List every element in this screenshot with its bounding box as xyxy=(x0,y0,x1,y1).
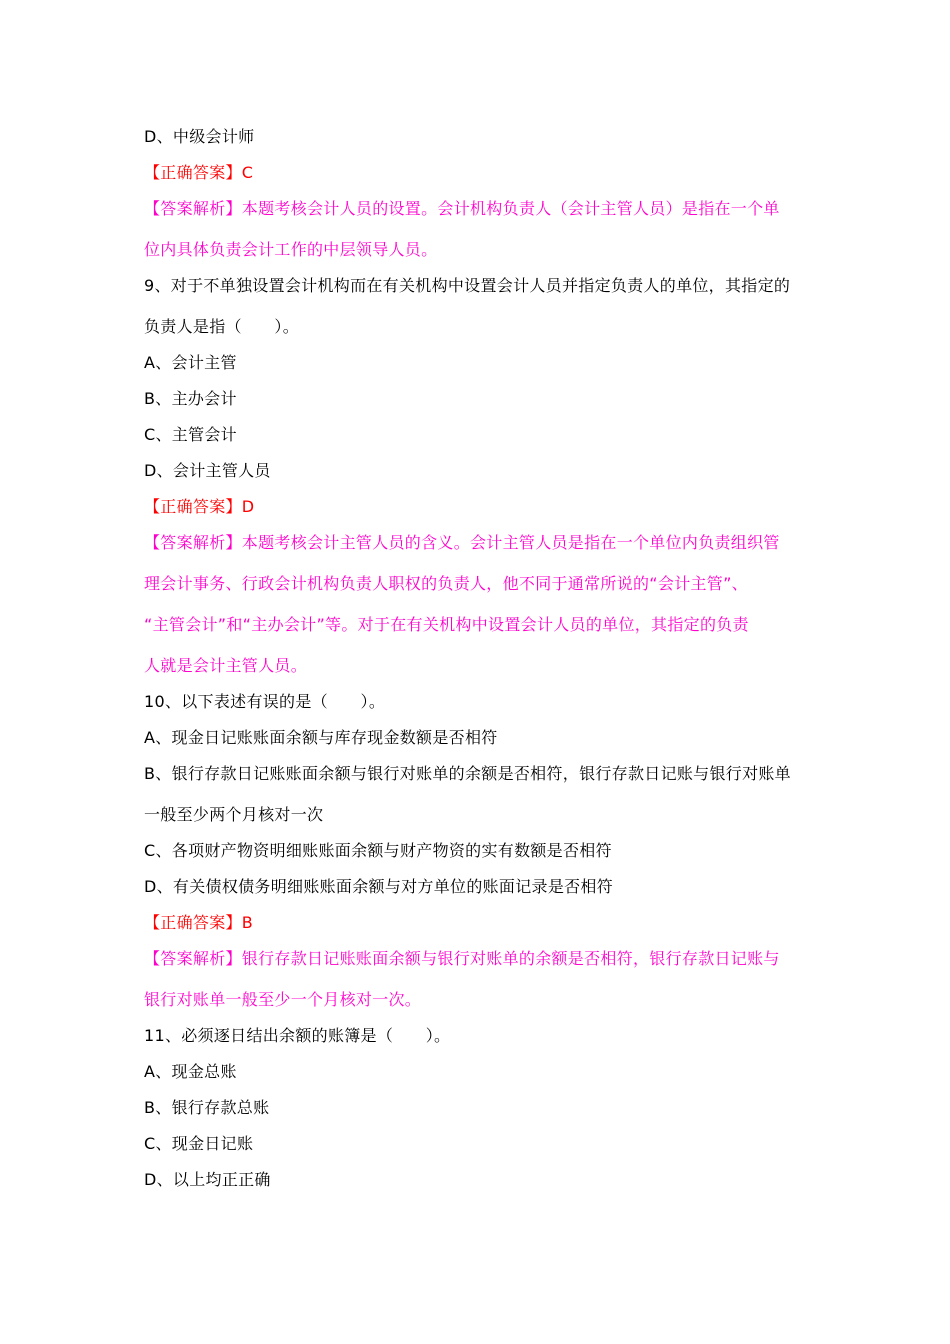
q8-option-d: D、中级会计师 xyxy=(144,127,255,146)
q9-question-line-2: 负责人是指（ ）。 xyxy=(144,317,300,336)
q11-question: 11、必须逐日结出余额的账簿是（ ）。 xyxy=(144,1026,451,1045)
q10-option-c: C、各项财产物资明细账账面余额与财产物资的实有数额是否相符 xyxy=(144,841,612,860)
q8-analysis-line-1: 【答案解析】本题考核会计人员的设置。会计机构负责人（会计主管人员）是指在一个单 xyxy=(144,199,780,218)
q9-correct-answer: 【正确答案】D xyxy=(144,497,255,516)
q9-analysis-line-2: 理会计事务、行政会计机构负责人职权的负责人，他不同于通常所说的“会计主管”、 xyxy=(144,574,748,593)
q9-analysis-line-4: 人就是会计主管人员。 xyxy=(144,656,308,675)
q9-option-c: C、主管会计 xyxy=(144,425,237,444)
q11-option-a: A、现金总账 xyxy=(144,1062,237,1081)
q8-correct-answer: 【正确答案】C xyxy=(144,163,254,182)
q10-option-d: D、有关债权债务明细账账面余额与对方单位的账面记录是否相符 xyxy=(144,877,614,896)
q9-option-b: B、主办会计 xyxy=(144,389,237,408)
q10-question: 10、以下表述有误的是（ ）。 xyxy=(144,692,386,711)
q8-analysis-line-2: 位内具体负责会计工作的中层领导人员。 xyxy=(144,240,438,259)
q10-option-a: A、现金日记账账面余额与库存现金数额是否相符 xyxy=(144,728,498,747)
q10-correct-answer: 【正确答案】B xyxy=(144,913,254,932)
q10-option-b-line-1: B、银行存款日记账账面余额与银行对账单的余额是否相符，银行存款日记账与银行对账单 xyxy=(144,764,791,783)
q11-option-b: B、银行存款总账 xyxy=(144,1098,270,1117)
q11-option-d: D、以上均正正确 xyxy=(144,1170,271,1189)
q11-option-c: C、现金日记账 xyxy=(144,1134,254,1153)
q10-analysis-line-2: 银行对账单一般至少一个月核对一次。 xyxy=(144,990,422,1009)
q10-option-b-line-2: 一般至少两个月核对一次 xyxy=(144,805,324,824)
q9-question-line-1: 9、对于不单独设置会计机构而在有关机构中设置会计人员并指定负责人的单位，其指定的 xyxy=(144,276,791,295)
q10-analysis-line-1: 【答案解析】银行存款日记账账面余额与银行对账单的余额是否相符，银行存款日记账与 xyxy=(144,949,780,968)
q9-option-a: A、会计主管 xyxy=(144,353,237,372)
q9-analysis-line-1: 【答案解析】本题考核会计主管人员的含义。会计主管人员是指在一个单位内负责组织管 xyxy=(144,533,780,552)
q9-analysis-line-3: “主管会计”和“主办会计”等。对于在有关机构中设置会计人员的单位，其指定的负责 xyxy=(144,615,749,634)
q9-option-d: D、会计主管人员 xyxy=(144,461,271,480)
